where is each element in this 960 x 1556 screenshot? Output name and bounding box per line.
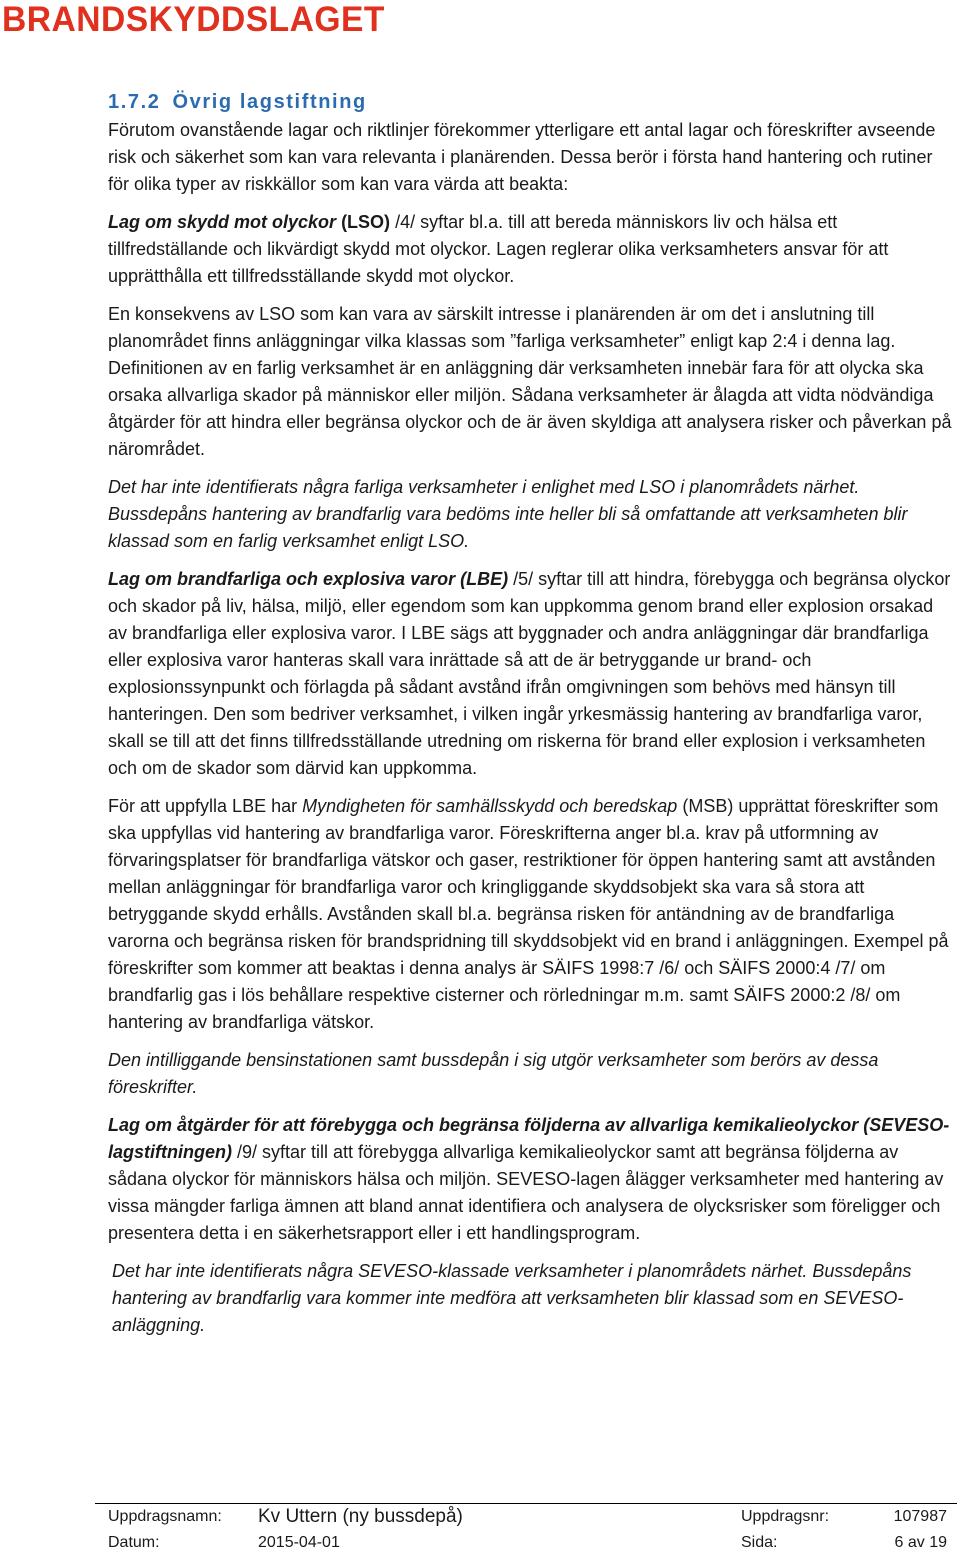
page-footer: [95, 1503, 957, 1556]
date-label: Datum:: [108, 1534, 160, 1551]
lso-note-paragraph: Det har inte identifierats några farliga verksamheter i enlighet med LSO i planområdets närhet. Bussdepåns hantering av brandfarlig vara bedöms inte heller bli så omfattande att verksamheten blir klassad som en farlig verksamhet enligt LSO.: [108, 477, 908, 551]
msb-paragraph: [108, 793, 953, 1036]
lso-consequence-paragraph: En konsekvens av LSO som kan vara av särskilt intresse i planärenden är om det i anslutning till planområdet finns anläggningar vilka klassas som ”farliga verksamheter” enligt kap 2:4 i denna lag. Definitionen av en farlig verksamhet är en anläggning där verksamheten innebär fara för att olycka ska orsaka allvarliga skador på människor eller miljön. Sådana verksamheter är ålagda att vidta nödvändiga åtgärder för att hindra eller begränsa olyckor och de är även skyldiga att analysera risker och påverkan på närområdet.: [108, 304, 952, 459]
lbe-note-paragraph: Den intilliggande bensinstationen samt bussdepån i sig utgör verksamheter som berörs av dessa föreskrifter.: [108, 1050, 879, 1097]
lbe-text: /5/ syftar till att hindra, förebygga och begränsa olyckor och skador på liv, hälsa, miljö, eller egendom som kan uppkomma genom brand eller explosion orsakad av brandfarliga eller explosiva varor. I LBE sägs att byggnader och andra anläggningar där brandfarliga eller explosiva varor hanteras skall vara inrättade så att de är betryggande ur brand- och explosionssynpunkt och förlagda på sådant avstånd ifrån omgivningen som behövs med hänsyn till hanteringen. Den som bedriver verksamhet, i vilken ingår yrkesmässig hantering av brandfarliga varor, skall se till att det finns tillfredsställande utredning om riskerna för brand eller explosion i verksamheten och om de skador som därvid kan uppkomma.: [108, 569, 951, 778]
footer-row-assignment: [95, 1504, 957, 1530]
lbe-law-name: Lag om brandfarliga och explosiva varor (LBE): [108, 569, 509, 589]
assignment-no: 107987: [893, 1508, 947, 1525]
assignment-name: Kv Uttern (ny bussdepå): [258, 1506, 463, 1527]
footer-row-date: [95, 1530, 957, 1556]
seveso-paragraph: [108, 1112, 953, 1247]
lso-abbr: (LSO): [336, 212, 391, 232]
section-number: 1.7.2: [108, 91, 161, 113]
assignment-name-label: Uppdragsnamn:: [108, 1508, 222, 1525]
msb-after: (MSB) upprättat föreskrifter som ska uppfyllas vid hantering av brandfarliga varor. Föreskrifterna anger bl.a. krav på utformning av förvaringsplatser för brandfarliga vätskor och gaser, restriktioner för öppen hantering samt att avstånden mellan anläggningar för brandfarliga varor och kringliggande skyddsobjekt ska vara så stora att betryggande skydd erhålls. Avstånden skall bl.a. begränsa risken för antändning av de brandfarliga varorna och begränsa risken för brandspridning till skyddsobjekt vid en brand i anläggningen. Exempel på föreskrifter som kommer att beaktas i denna analys är SÄIFS 1998:7 /6/ och SÄIFS 2000:4 /7/ om brandfarlig gas i lös behållare respektive cisterner och rörledningar m.m. samt SÄIFS 2000:2 /8/ om hantering av brandfarliga vätskor.: [108, 796, 949, 1032]
section-title: Övrig lagstiftning: [172, 91, 367, 113]
section-heading: [108, 88, 953, 117]
date-value: 2015-04-01: [258, 1534, 340, 1551]
seveso-note-paragraph: Det har inte identifierats några SEVESO-klassade verksamheter i planområdets närhet. Bussdepåns hantering av brandfarlig vara kommer inte medföra att verksamheten blir klassad som en SEVESO-anläggning.: [112, 1261, 912, 1335]
lso-text: /4/ syftar bl.a. till att bereda människors liv och hälsa ett tillfredställande och likvärdigt skydd mot olyckor. Lagen reglerar olika verksamheters ansvar för att upprätthålla ett tillfredsställande skydd mot olyckor.: [108, 212, 889, 286]
lso-law-name: Lag om skydd mot olyckor: [108, 212, 337, 232]
seveso-text: /9/ syftar till att förebygga allvarliga kemikalieolyckor samt att begränsa följderna av sådana olyckor för människors hälsa och miljön. SEVESO-lagen ålägger verksamheter med hantering av vissa mängder farliga ämnen att bland annat identifiera och analysera de olycksrisker som föreligger och presentera detta i en säkerhetsrapport eller i ett handlingsprogram.: [108, 1142, 944, 1243]
page-number: 6 av 19: [894, 1534, 947, 1551]
lso-paragraph: [108, 209, 953, 290]
lbe-paragraph: [108, 566, 953, 782]
intro-paragraph: Förutom ovanstående lagar och riktlinjer förekommer ytterligare ett antal lagar och föreskrifter avseende risk och säkerhet som kan vara relevanta i planärenden. Dessa berör i första hand hantering och rutiner för olika typer av riskkällor som kan vara värda att beakta:: [108, 120, 936, 194]
seveso-law-name: Lag om åtgärder för att förebygga och begränsa följderna av allvarliga kemikalieolyckor (SEVESO-lagstiftningen): [108, 1115, 950, 1162]
brand-logo: BRANDSKYDDSLAGET: [2, 0, 385, 39]
msb-before: För att uppfylla LBE har: [108, 796, 303, 816]
page-label: Sida:: [741, 1534, 778, 1551]
document-body: [108, 88, 953, 1339]
msb-agency: Myndigheten för samhällsskydd och beredskap: [302, 796, 678, 816]
assignment-no-label: Uppdragsnr:: [741, 1508, 830, 1525]
